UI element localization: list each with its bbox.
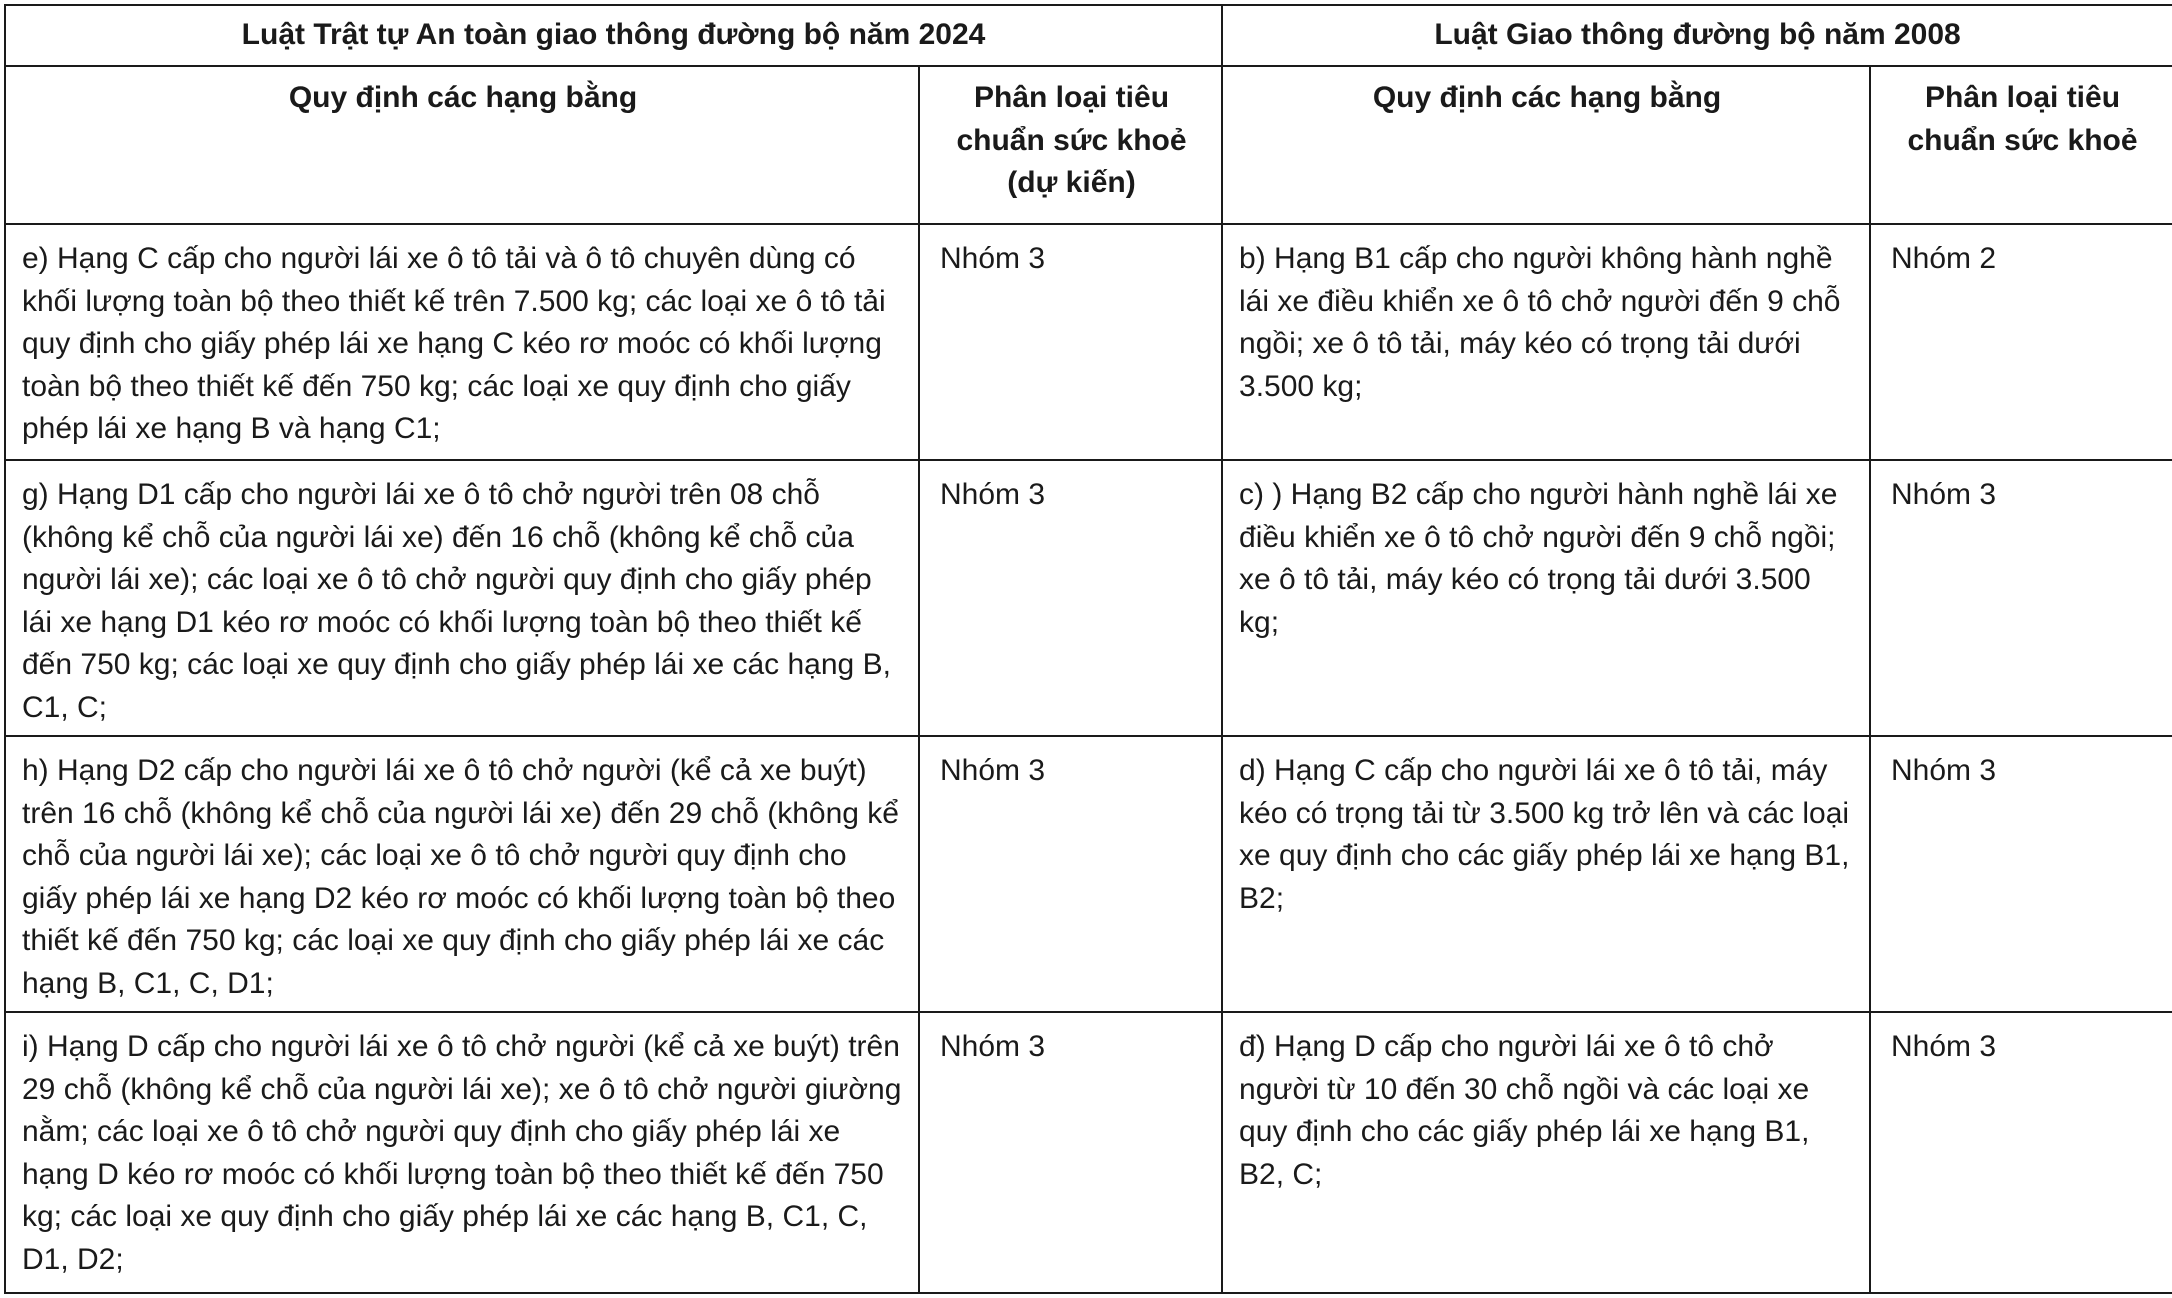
header-health-2024: Phân loại tiêu chuẩn sức khoẻ (dự kiến)	[919, 66, 1222, 224]
health-group-2008-cell: Nhóm 3	[1870, 460, 2172, 736]
regulation-2008-cell: đ) Hạng D cấp cho người lái xe ô tô chở người từ 10 đến 30 chỗ ngồi và các loại xe quy định cho các giấy phép lái xe hạng B1, B2, C;	[1222, 1012, 1870, 1293]
health-group-2008-cell: Nhóm 2	[1870, 224, 2172, 460]
license-comparison-table	[4, 4, 2172, 1294]
header-law-2008: Luật Giao thông đường bộ năm 2008	[1222, 5, 2172, 66]
regulation-2024-cell: g) Hạng D1 cấp cho người lái xe ô tô chở người trên 08 chỗ (không kể chỗ của người lái xe) đến 16 chỗ (không kể chỗ của người lái xe); các loại xe ô tô chở người quy định cho giấy phép lái xe hạng D1 kéo rơ moóc có khối lượng toàn bộ theo thiết kế đến 750 kg; các loại xe quy định cho giấy phép lái xe các hạng B, C1, C;	[5, 460, 919, 736]
header-regulation-2024: Quy định các hạng bằng	[5, 66, 919, 224]
health-group-2024-cell: Nhóm 3	[919, 460, 1222, 736]
regulation-2008-cell: d) Hạng C cấp cho người lái xe ô tô tải, máy kéo có trọng tải từ 3.500 kg trở lên và các loại xe quy định cho các giấy phép lái xe hạng B1, B2;	[1222, 736, 1870, 1012]
table-row	[5, 224, 2172, 460]
table-row	[5, 736, 2172, 1012]
health-group-2024-cell: Nhóm 3	[919, 1012, 1222, 1293]
health-group-2024-cell: Nhóm 3	[919, 736, 1222, 1012]
comparison-table-container	[4, 4, 2172, 1286]
header-law-2024: Luật Trật tự An toàn giao thông đường bộ năm 2024	[5, 5, 1222, 66]
regulation-2024-cell: i) Hạng D cấp cho người lái xe ô tô chở người (kể cả xe buýt) trên 29 chỗ (không kể chỗ của người lái xe); xe ô tô chở người giường nằm; các loại xe ô tô chở người quy định cho giấy phép lái xe hạng D kéo rơ moóc có khối lượng toàn bộ theo thiết kế đến 750 kg; các loại xe quy định cho giấy phép lái xe các hạng B, C1, C, D1, D2;	[5, 1012, 919, 1293]
regulation-2024-cell: e) Hạng C cấp cho người lái xe ô tô tải và ô tô chuyên dùng có khối lượng toàn bộ theo thiết kế trên 7.500 kg; các loại xe ô tô tải quy định cho giấy phép lái xe hạng C kéo rơ moóc có khối lượng toàn bộ theo thiết kế đến 750 kg; các loại xe quy định cho giấy phép lái xe hạng B và hạng C1;	[5, 224, 919, 460]
health-group-2008-cell: Nhóm 3	[1870, 1012, 2172, 1293]
table-row	[5, 1012, 2172, 1293]
regulation-2008-cell: c) ) Hạng B2 cấp cho người hành nghề lái xe điều khiển xe ô tô chở người đến 9 chỗ ngồi; xe ô tô tải, máy kéo có trọng tải dưới 3.500 kg;	[1222, 460, 1870, 736]
health-group-2024-cell: Nhóm 3	[919, 224, 1222, 460]
header-regulation-2008: Quy định các hạng bằng	[1222, 66, 1870, 224]
table-row	[5, 460, 2172, 736]
regulation-2024-cell: h) Hạng D2 cấp cho người lái xe ô tô chở người (kể cả xe buýt) trên 16 chỗ (không kể chỗ của người lái xe) đến 29 chỗ (không kể chỗ của người lái xe); các loại xe ô tô chở người quy định cho giấy phép lái xe hạng D2 kéo rơ moóc có khối lượng toàn bộ theo thiết kế đến 750 kg; các loại xe quy định cho giấy phép lái xe các hạng B, C1, C, D1;	[5, 736, 919, 1012]
header-health-2008: Phân loại tiêu chuẩn sức khoẻ	[1870, 66, 2172, 224]
regulation-2008-cell: b) Hạng B1 cấp cho người không hành nghề lái xe điều khiển xe ô tô chở người đến 9 chỗ ngồi; xe ô tô tải, máy kéo có trọng tải dưới 3.500 kg;	[1222, 224, 1870, 460]
health-group-2008-cell: Nhóm 3	[1870, 736, 2172, 1012]
